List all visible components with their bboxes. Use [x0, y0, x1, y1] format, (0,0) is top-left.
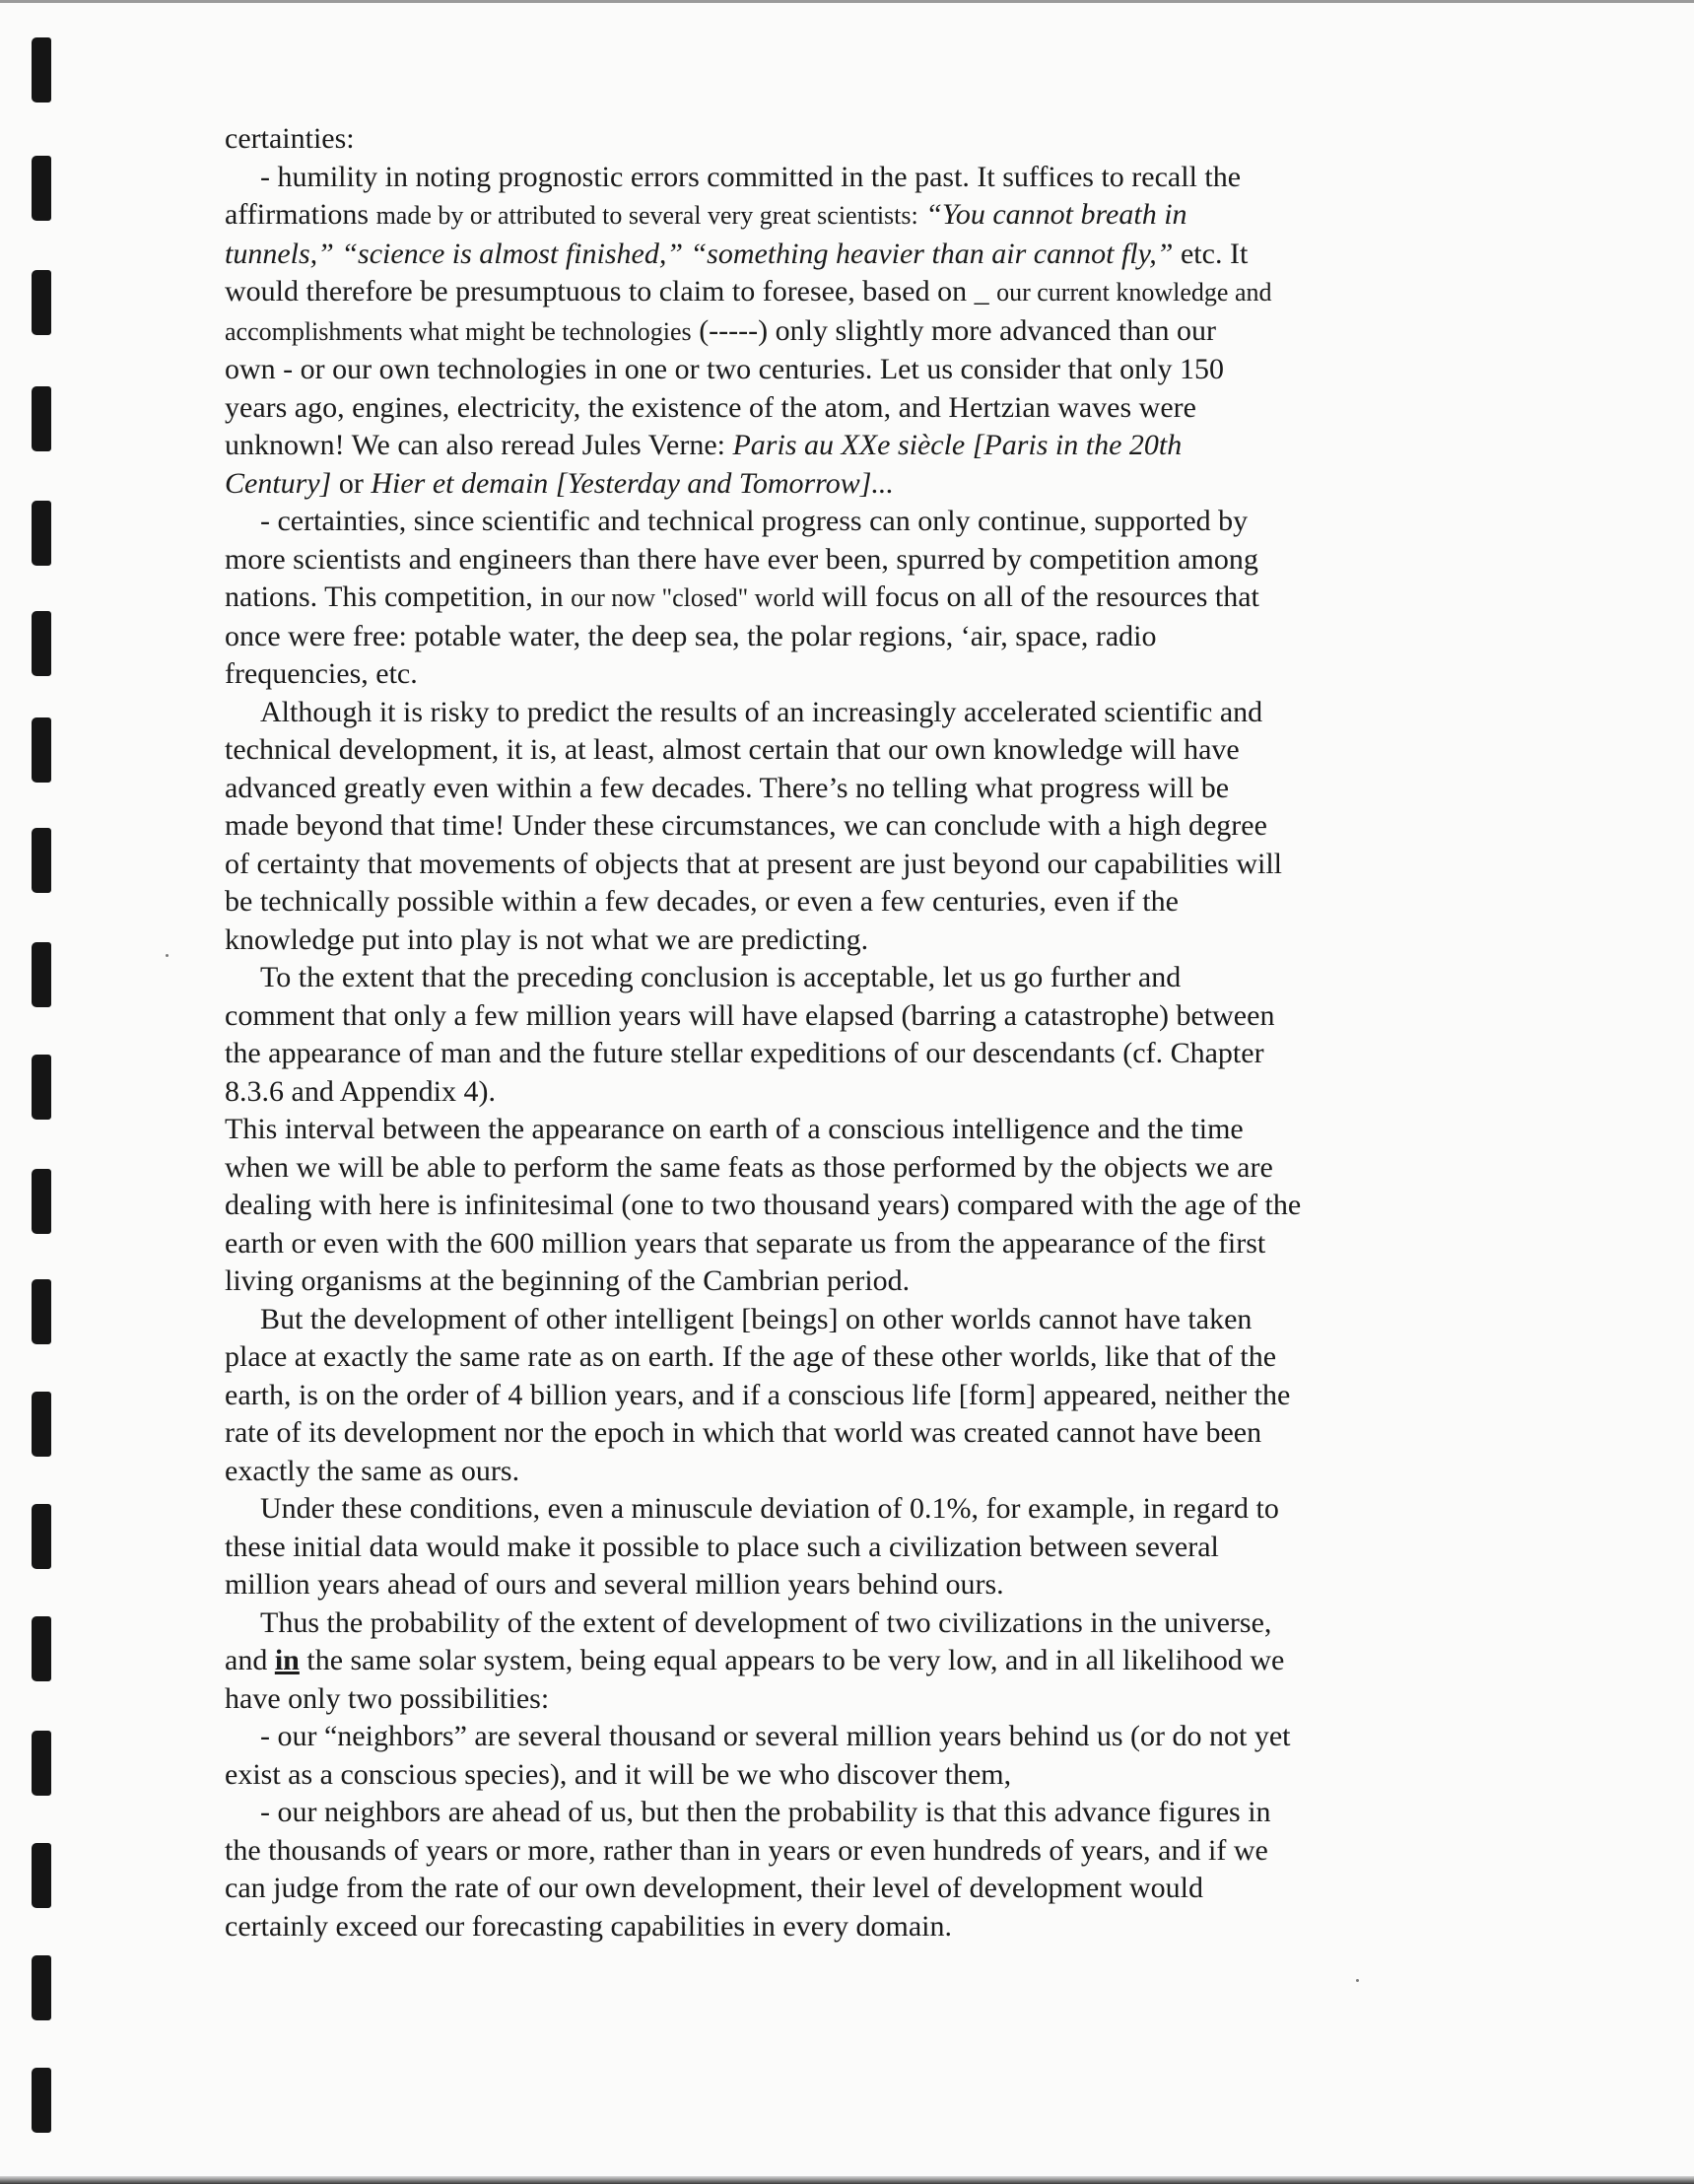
binding-hole [32, 1392, 51, 1457]
text-segment: nations. This competition, in [225, 580, 572, 613]
binding-hole [32, 1169, 51, 1234]
binding-hole [32, 828, 51, 893]
text-line [225, 1642, 1452, 1680]
text-line [225, 389, 1452, 428]
text-segment: Hier et demain [Yesterday and Tomorrow]... [371, 466, 894, 500]
text-segment: when we will be able to perform the same feats as those performed by the objects we are [225, 1150, 1273, 1184]
text-segment: of certainty that movements of objects that at present are just beyond our capabilities will [225, 847, 1283, 880]
text-segment: Thus the probability of the extent of development of two civilizations in the universe, [260, 1605, 1272, 1639]
binding-hole [32, 1279, 51, 1344]
binding-hole [32, 37, 51, 102]
text-segment: place at exactly the same rate as on earth. If the age of these other worlds, like that of the [225, 1340, 1277, 1373]
text-line [225, 807, 1452, 846]
text-segment: made beyond that time! Under these circumstances, we can conclude with a high degree [225, 809, 1267, 842]
text-line [225, 1338, 1452, 1377]
text-segment: (-----) only slightly more advanced than our [691, 313, 1217, 347]
text-line [225, 1529, 1452, 1567]
text-line [225, 236, 1452, 274]
text-line [225, 1414, 1452, 1453]
text-line [225, 465, 1452, 504]
text-line [225, 997, 1452, 1036]
text-line [225, 1490, 1452, 1529]
text-segment: and [225, 1644, 275, 1676]
text-segment: exist as a conscious species), and it will be we who discover them, [225, 1757, 1012, 1791]
text-line [225, 1301, 1452, 1339]
text-segment: have only two possibilities: [225, 1681, 550, 1715]
text-line [225, 159, 1452, 197]
binding-hole [32, 2068, 51, 2133]
text-segment: To the extent that the preceding conclusion is acceptable, let us go further and [260, 961, 1182, 993]
text-line [225, 503, 1452, 541]
text-segment: the same solar system, being equal appears to be very low, and in all likelihood we [299, 1644, 1285, 1676]
text-segment: or [331, 466, 372, 500]
text-segment: advanced greatly even within a few decades. There’s no telling what progress will be [225, 771, 1230, 804]
binding-holes [32, 0, 61, 2184]
text-segment: dealing with here is infinitesimal (one to two thousand years) compared with the age of the [225, 1189, 1302, 1221]
scan-speck [1356, 1979, 1359, 1982]
text-line [225, 655, 1452, 694]
text-line [225, 1718, 1452, 1756]
text-segment: unknown! We can also reread Jules Verne: [225, 429, 733, 461]
text-segment: certainly exceed our forecasting capabilities in every domain. [225, 1909, 953, 1943]
text-segment: exactly the same as ours. [225, 1454, 520, 1487]
text-segment: can judge from the rate of our own development, their level of development would [225, 1872, 1204, 1904]
text-line [225, 883, 1452, 921]
scan-speck [166, 954, 169, 957]
text-segment: technical development, it is, at least, almost certain that our own knowledge will have [225, 733, 1240, 766]
text-segment: years ago, engines, electricity, the existence of the atom, and Hertzian waves were [225, 390, 1196, 424]
text-line [225, 1453, 1452, 1491]
page-bottom-edge [0, 2176, 1694, 2184]
text-segment: our now "closed" world [571, 583, 815, 612]
text-segment: Paris au XXe siècle [Paris in the 20th [732, 429, 1183, 461]
binding-hole [32, 611, 51, 676]
text-line [225, 694, 1452, 732]
text-segment: will focus on all of the resources that [814, 580, 1259, 613]
text-segment: “You cannot breath in [925, 198, 1187, 231]
text-line [225, 541, 1452, 580]
text-line [225, 1149, 1452, 1188]
binding-hole [32, 717, 51, 783]
text-line [225, 1566, 1452, 1604]
binding-hole [32, 942, 51, 1007]
text-segment: Century] [225, 466, 332, 500]
text-segment: tunnels,” “science is almost finished,” “something heavier than air cannot fly,” [225, 237, 1174, 270]
text-segment: Under these conditions, even a minuscule deviation of 0.1%, for example, in regard to [260, 1492, 1279, 1525]
text-line [225, 1756, 1452, 1795]
text-line [225, 1794, 1452, 1832]
text-segment: But the development of other intelligent [beings] on other worlds cannot have taken [260, 1302, 1253, 1335]
text-segment: frequencies, etc. [225, 657, 418, 690]
text-line [225, 846, 1452, 884]
document-body [225, 120, 1452, 1945]
page-top-edge [0, 0, 1694, 3]
text-line [225, 312, 1452, 352]
binding-hole [32, 501, 51, 566]
text-segment: be technically possible within a few decades, or even a few centuries, even if the [225, 885, 1179, 918]
text-line [225, 1225, 1452, 1263]
text-line [225, 427, 1452, 465]
binding-hole [32, 270, 51, 335]
text-segment: our current knowledge and [996, 278, 1272, 307]
text-segment: in [274, 1644, 300, 1676]
text-line [225, 959, 1452, 997]
text-segment: more scientists and engineers than there have ever been, spurred by competition among [225, 542, 1258, 576]
text-segment: once were free: potable water, the deep sea, the polar regions, ʻair, space, radio [225, 619, 1157, 652]
binding-hole [32, 386, 51, 451]
text-line [225, 120, 1452, 159]
text-line [225, 1604, 1452, 1643]
text-line [225, 1263, 1452, 1301]
text-line [225, 1073, 1452, 1112]
text-segment: would therefore be presumptuous to claim to foresee, based on _ [225, 275, 997, 307]
text-line [225, 1680, 1452, 1719]
text-line [225, 1908, 1452, 1946]
binding-hole [32, 1955, 51, 2020]
text-line [225, 770, 1452, 808]
text-segment: 8.3.6 and Appendix 4). [225, 1074, 496, 1108]
text-line [225, 351, 1452, 389]
text-line [225, 1035, 1452, 1073]
text-line [225, 921, 1452, 960]
text-line [225, 1377, 1452, 1415]
text-line [225, 1870, 1452, 1908]
text-line [225, 273, 1452, 312]
text-segment: knowledge put into play is not what we are predicting. [225, 922, 869, 956]
text-segment: - our neighbors are ahead of us, but then the probability is that this advance figures in [260, 1796, 1271, 1828]
binding-hole [32, 156, 51, 221]
text-segment: made by or attributed to several very great scientists: [375, 201, 918, 230]
text-line [225, 731, 1452, 770]
binding-hole [32, 1731, 51, 1796]
text-segment: - humility in noting prognostic errors committed in the past. It suffices to recall the [260, 160, 1242, 193]
text-segment: Although it is risky to predict the results of an increasingly accelerated scientific and [260, 695, 1263, 728]
text-line [225, 618, 1452, 656]
text-segment: comment that only a few million years will have elapsed (barring a catastrophe) between [225, 998, 1275, 1032]
text-segment: earth, is on the order of 4 billion years, and if a conscious life [form] appeared, neither the [225, 1378, 1291, 1411]
text-line [225, 1832, 1452, 1871]
text-segment: the appearance of man and the future stellar expeditions of our descendants (cf. Chapter [225, 1037, 1264, 1069]
text-segment: - certainties, since scientific and technical progress can only continue, supported by [260, 505, 1249, 537]
text-segment: - our “neighbors” are several thousand or several million years behind us (or do not yet [260, 1720, 1291, 1752]
text-segment: This interval between the appearance on earth of a conscious intelligence and the time [225, 1113, 1244, 1145]
text-segment: own - or our own technologies in one or two centuries. Let us consider that only 150 [225, 353, 1224, 385]
text-segment: these initial data would make it possible to place such a civilization between several [225, 1530, 1219, 1563]
text-line [225, 1111, 1452, 1149]
binding-hole [32, 1055, 51, 1120]
text-segment: etc. It [1173, 237, 1249, 270]
text-segment: living organisms at the beginning of the Cambrian period. [225, 1264, 911, 1297]
text-segment: the thousands of years or more, rather than in years or even hundreds of years, and if we [225, 1833, 1268, 1867]
text-segment: million years ahead of ours and several million years behind ours. [225, 1568, 1004, 1601]
text-segment: certainties: [225, 122, 355, 155]
binding-hole [32, 1504, 51, 1569]
binding-hole [32, 1616, 51, 1681]
text-segment: rate of its development nor the epoch in which that world was created cannot have been [225, 1416, 1262, 1449]
text-segment: accomplishments what might be technologies [225, 316, 692, 346]
text-line [225, 1187, 1452, 1225]
binding-hole [32, 1843, 51, 1908]
text-line [225, 579, 1452, 618]
text-segment: affirmations [225, 198, 376, 231]
text-segment: earth or even with the 600 million years that separate us from the appearance of the first [225, 1226, 1266, 1260]
text-line [225, 196, 1452, 236]
